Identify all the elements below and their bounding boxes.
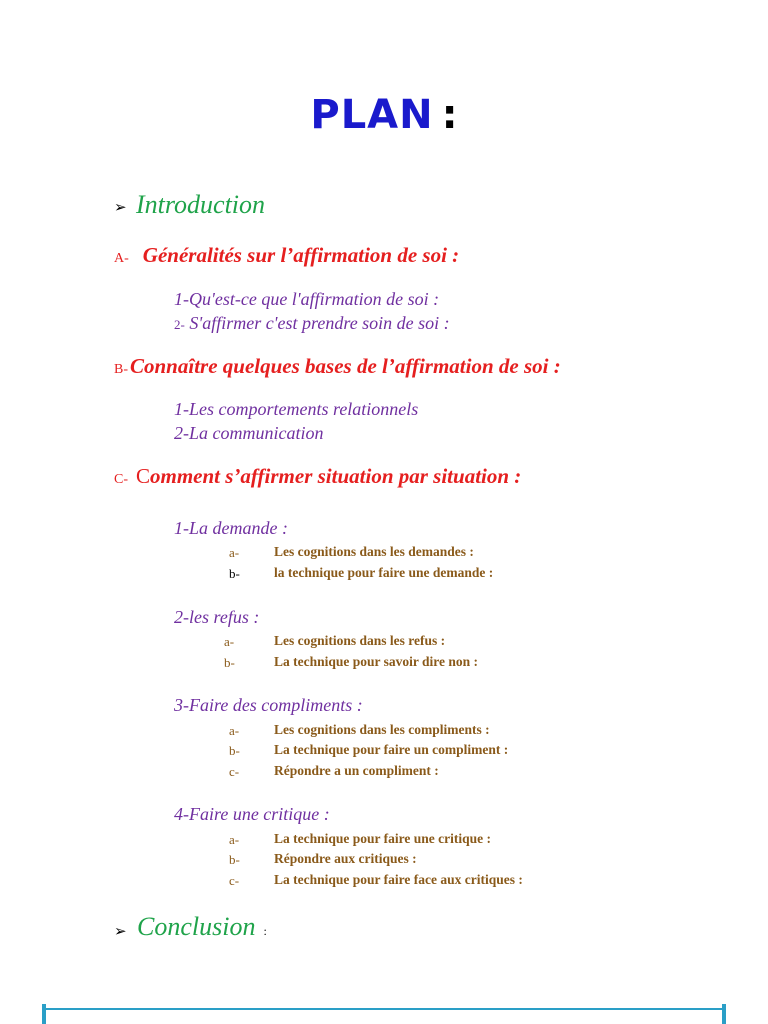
section-c-letter: C- — [114, 472, 128, 487]
group-3-item-b: La technique pour faire un compliment : — [274, 742, 509, 757]
group-1-item-a: Les cognitions dans les demandes : — [274, 544, 474, 559]
group-1-item-b-letter: b- — [229, 566, 240, 581]
title-colon: : — [441, 92, 458, 138]
conclusion — [137, 912, 267, 942]
group-2-item-b: La technique pour savoir dire non : — [274, 654, 479, 669]
section-c-text: omment s’affirmer situation par situation : — [150, 464, 522, 488]
group-4-item-a-letter: a- — [229, 832, 240, 847]
section-b-sub-1: 1-Les comportements relationnels — [174, 399, 419, 419]
group-3-item-c-letter: c- — [229, 764, 240, 779]
group-3-item-a-letter: a- — [229, 723, 240, 738]
section-a-heading — [114, 243, 459, 268]
title-word: PLAN — [310, 92, 434, 138]
section-a-sub-2: 2- S'affirmer c'est prendre soin de soi : — [174, 313, 450, 333]
section-c-first-letter: C — [136, 464, 151, 488]
group-4-item-a: La technique pour faire une critique : — [274, 831, 492, 846]
group-2-item-a: Les cognitions dans les refus : — [274, 633, 446, 648]
group-4-item-c-letter: c- — [229, 873, 240, 888]
section-a-text: Généralités sur l’affirmation de soi : — [142, 243, 460, 267]
conclusion-colon: : — [263, 924, 267, 938]
page-border-left-post — [42, 1004, 46, 1024]
group-4-item-c: La technique pour faire face aux critiques : — [274, 872, 523, 887]
conclusion-bullet-icon: ➢ — [114, 922, 127, 940]
section-b-letter: B- — [114, 362, 128, 377]
group-2-title: 2-les refus : — [174, 607, 260, 627]
group-4-item-b: Répondre aux critiques : — [274, 851, 417, 866]
group-1-title: 1-La demande : — [174, 518, 288, 538]
section-b-sub-2: 2-La communication — [174, 423, 324, 443]
section-a-letter: A- — [114, 251, 129, 266]
section-a-sub-1: 1-Qu'est-ce que l'affirmation de soi : — [174, 289, 440, 309]
group-3-item-b-letter: b- — [229, 743, 240, 758]
section-c-heading — [114, 464, 521, 489]
section-b-heading — [114, 354, 561, 379]
group-3-item-a: Les cognitions dans les compliments : — [274, 722, 490, 737]
group-4-title: 4-Faire une critique : — [174, 804, 330, 824]
section-b-text: Connaître quelques bases de l’affirmation de soi : — [130, 354, 561, 378]
group-4-item-b-letter: b- — [229, 852, 240, 867]
group-1-item-b: la technique pour faire une demande : — [274, 565, 494, 580]
intro-label: Introduction — [136, 190, 266, 219]
group-2-item-b-letter: b- — [224, 655, 235, 670]
group-1-item-a-letter: a- — [229, 545, 240, 560]
group-2-item-a-letter: a- — [224, 634, 235, 649]
page-border-line — [44, 1008, 724, 1010]
page-title — [0, 92, 768, 138]
page-border-right-post — [722, 1004, 726, 1024]
group-3-title: 3-Faire des compliments : — [174, 695, 363, 715]
conclusion-label: Conclusion — [137, 912, 256, 941]
intro-bullet-icon: ➢ — [114, 198, 127, 216]
group-3-item-c: Répondre a un compliment : — [274, 763, 439, 778]
